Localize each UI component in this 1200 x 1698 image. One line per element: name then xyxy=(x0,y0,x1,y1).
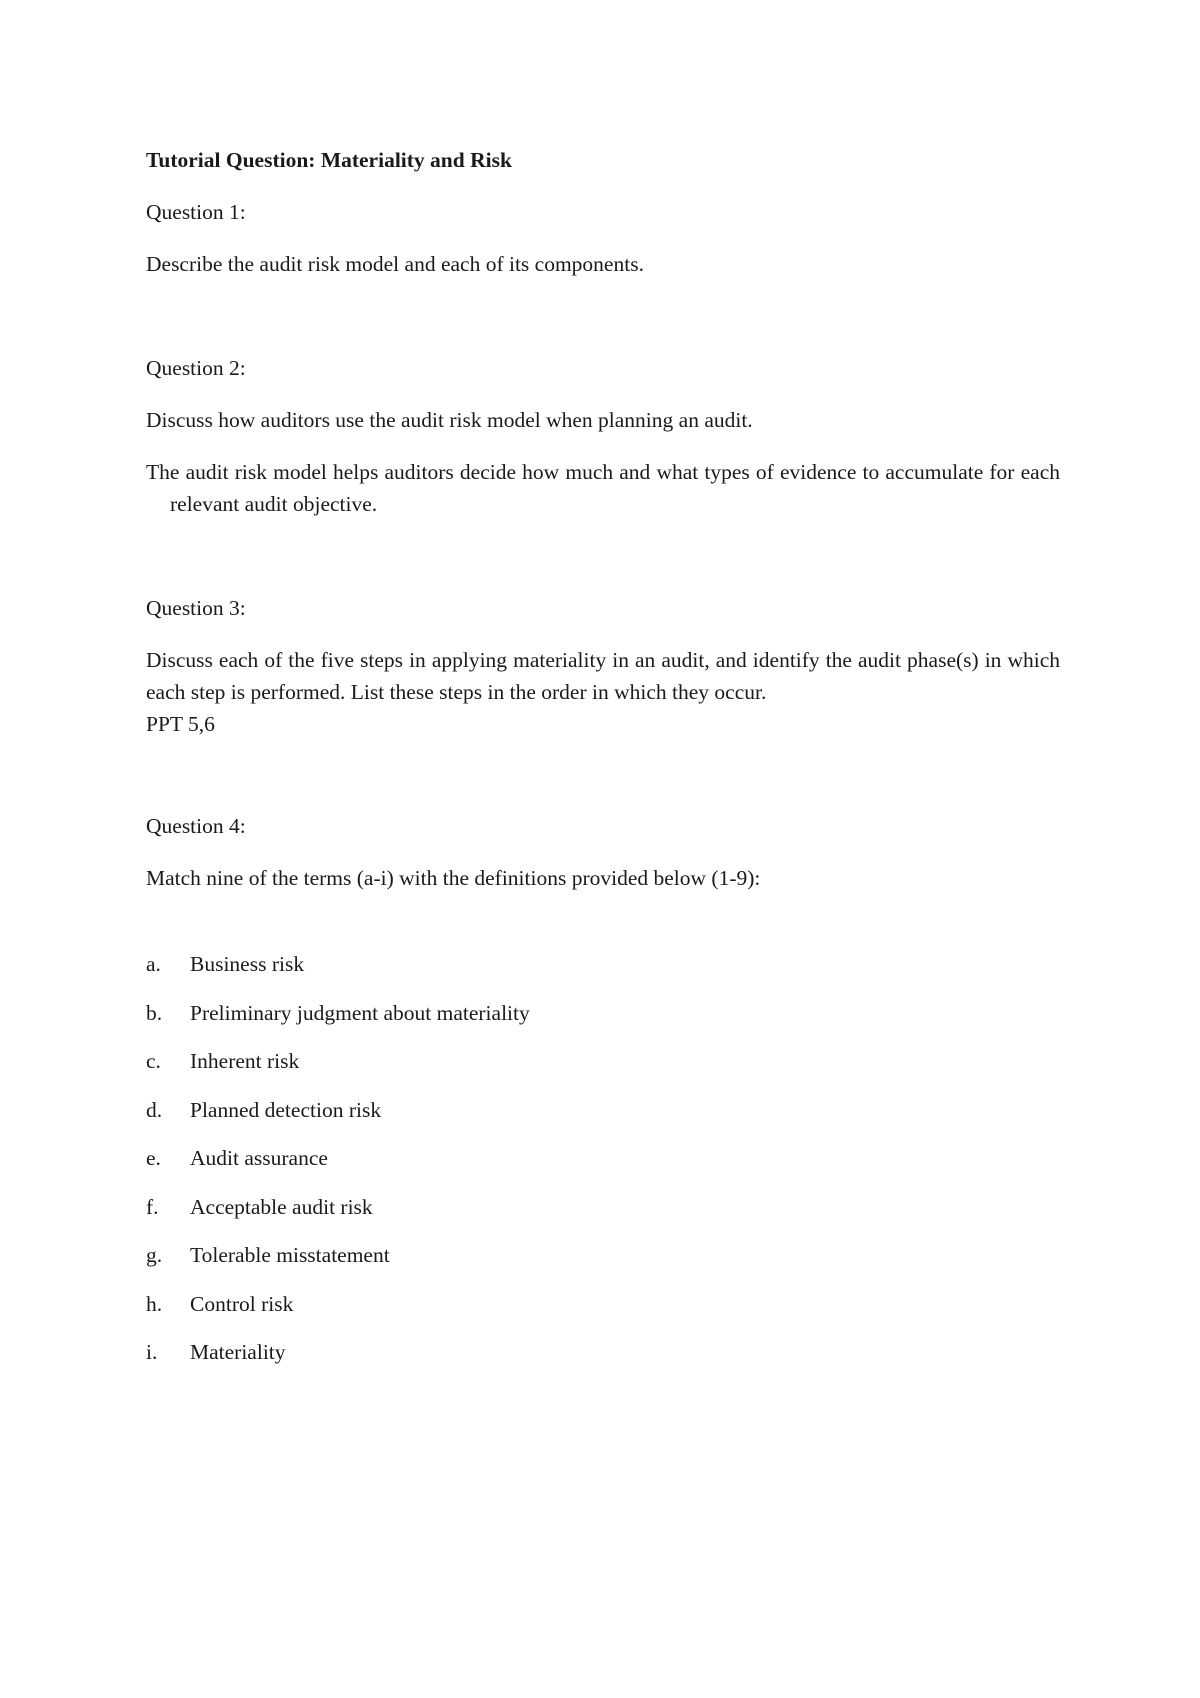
term-text: Materiality xyxy=(190,1340,286,1364)
list-item xyxy=(146,1191,1060,1223)
list-item xyxy=(146,1336,1060,1368)
question-2-heading: Question 2: xyxy=(146,356,246,380)
term-text: Planned detection risk xyxy=(190,1097,382,1122)
question-3-prompt: Discuss each of the five steps in applying materiality in an audit, and identify the audit phase(s) in which each step is performed. List these steps in the order in which they occur. xyxy=(146,648,1060,704)
list-item xyxy=(146,948,1060,980)
term-text: Tolerable misstatement xyxy=(190,1243,390,1267)
term-letter: c. xyxy=(146,1049,161,1073)
question-4-heading: Question 4: xyxy=(146,814,246,838)
question-2-prompt: Discuss how auditors use the audit risk model when planning an audit. xyxy=(146,408,753,432)
term-letter: i. xyxy=(146,1340,158,1364)
term-text: Preliminary judgment about materiality xyxy=(190,1000,530,1025)
question-4-prompt: Match nine of the terms (a-i) with the definitions provided below (1-9): xyxy=(146,866,761,890)
question-1-prompt: Describe the audit risk model and each of its components. xyxy=(146,252,644,276)
term-text: Audit assurance xyxy=(190,1146,328,1170)
term-letter: b. xyxy=(146,1000,163,1025)
list-item xyxy=(146,1288,1060,1320)
list-item xyxy=(146,1142,1060,1174)
term-text: Business risk xyxy=(190,952,305,976)
term-text: Inherent risk xyxy=(190,1049,300,1073)
document-body xyxy=(146,144,1060,1385)
document-title: Tutorial Question: Materiality and Risk xyxy=(146,148,512,172)
term-text: Control risk xyxy=(190,1291,294,1316)
term-letter: e. xyxy=(146,1146,161,1170)
term-text: Acceptable audit risk xyxy=(190,1194,373,1219)
question-3-heading: Question 3: xyxy=(146,596,246,620)
question-3-note: PPT 5,6 xyxy=(146,712,215,736)
list-item xyxy=(146,1045,1060,1077)
term-letter: g. xyxy=(146,1243,163,1267)
terms-list xyxy=(146,948,1060,1368)
question-2-answer: The audit risk model helps auditors decide how much and what types of evidence to accumulate for each relevant audit objective. xyxy=(146,460,1060,516)
term-letter: a. xyxy=(146,952,161,976)
question-1-heading: Question 1: xyxy=(146,200,246,224)
term-letter: h. xyxy=(146,1291,163,1316)
list-item xyxy=(146,1239,1060,1271)
list-item xyxy=(146,1094,1060,1126)
term-letter: f. xyxy=(146,1194,159,1219)
list-item xyxy=(146,997,1060,1029)
term-letter: d. xyxy=(146,1097,163,1122)
